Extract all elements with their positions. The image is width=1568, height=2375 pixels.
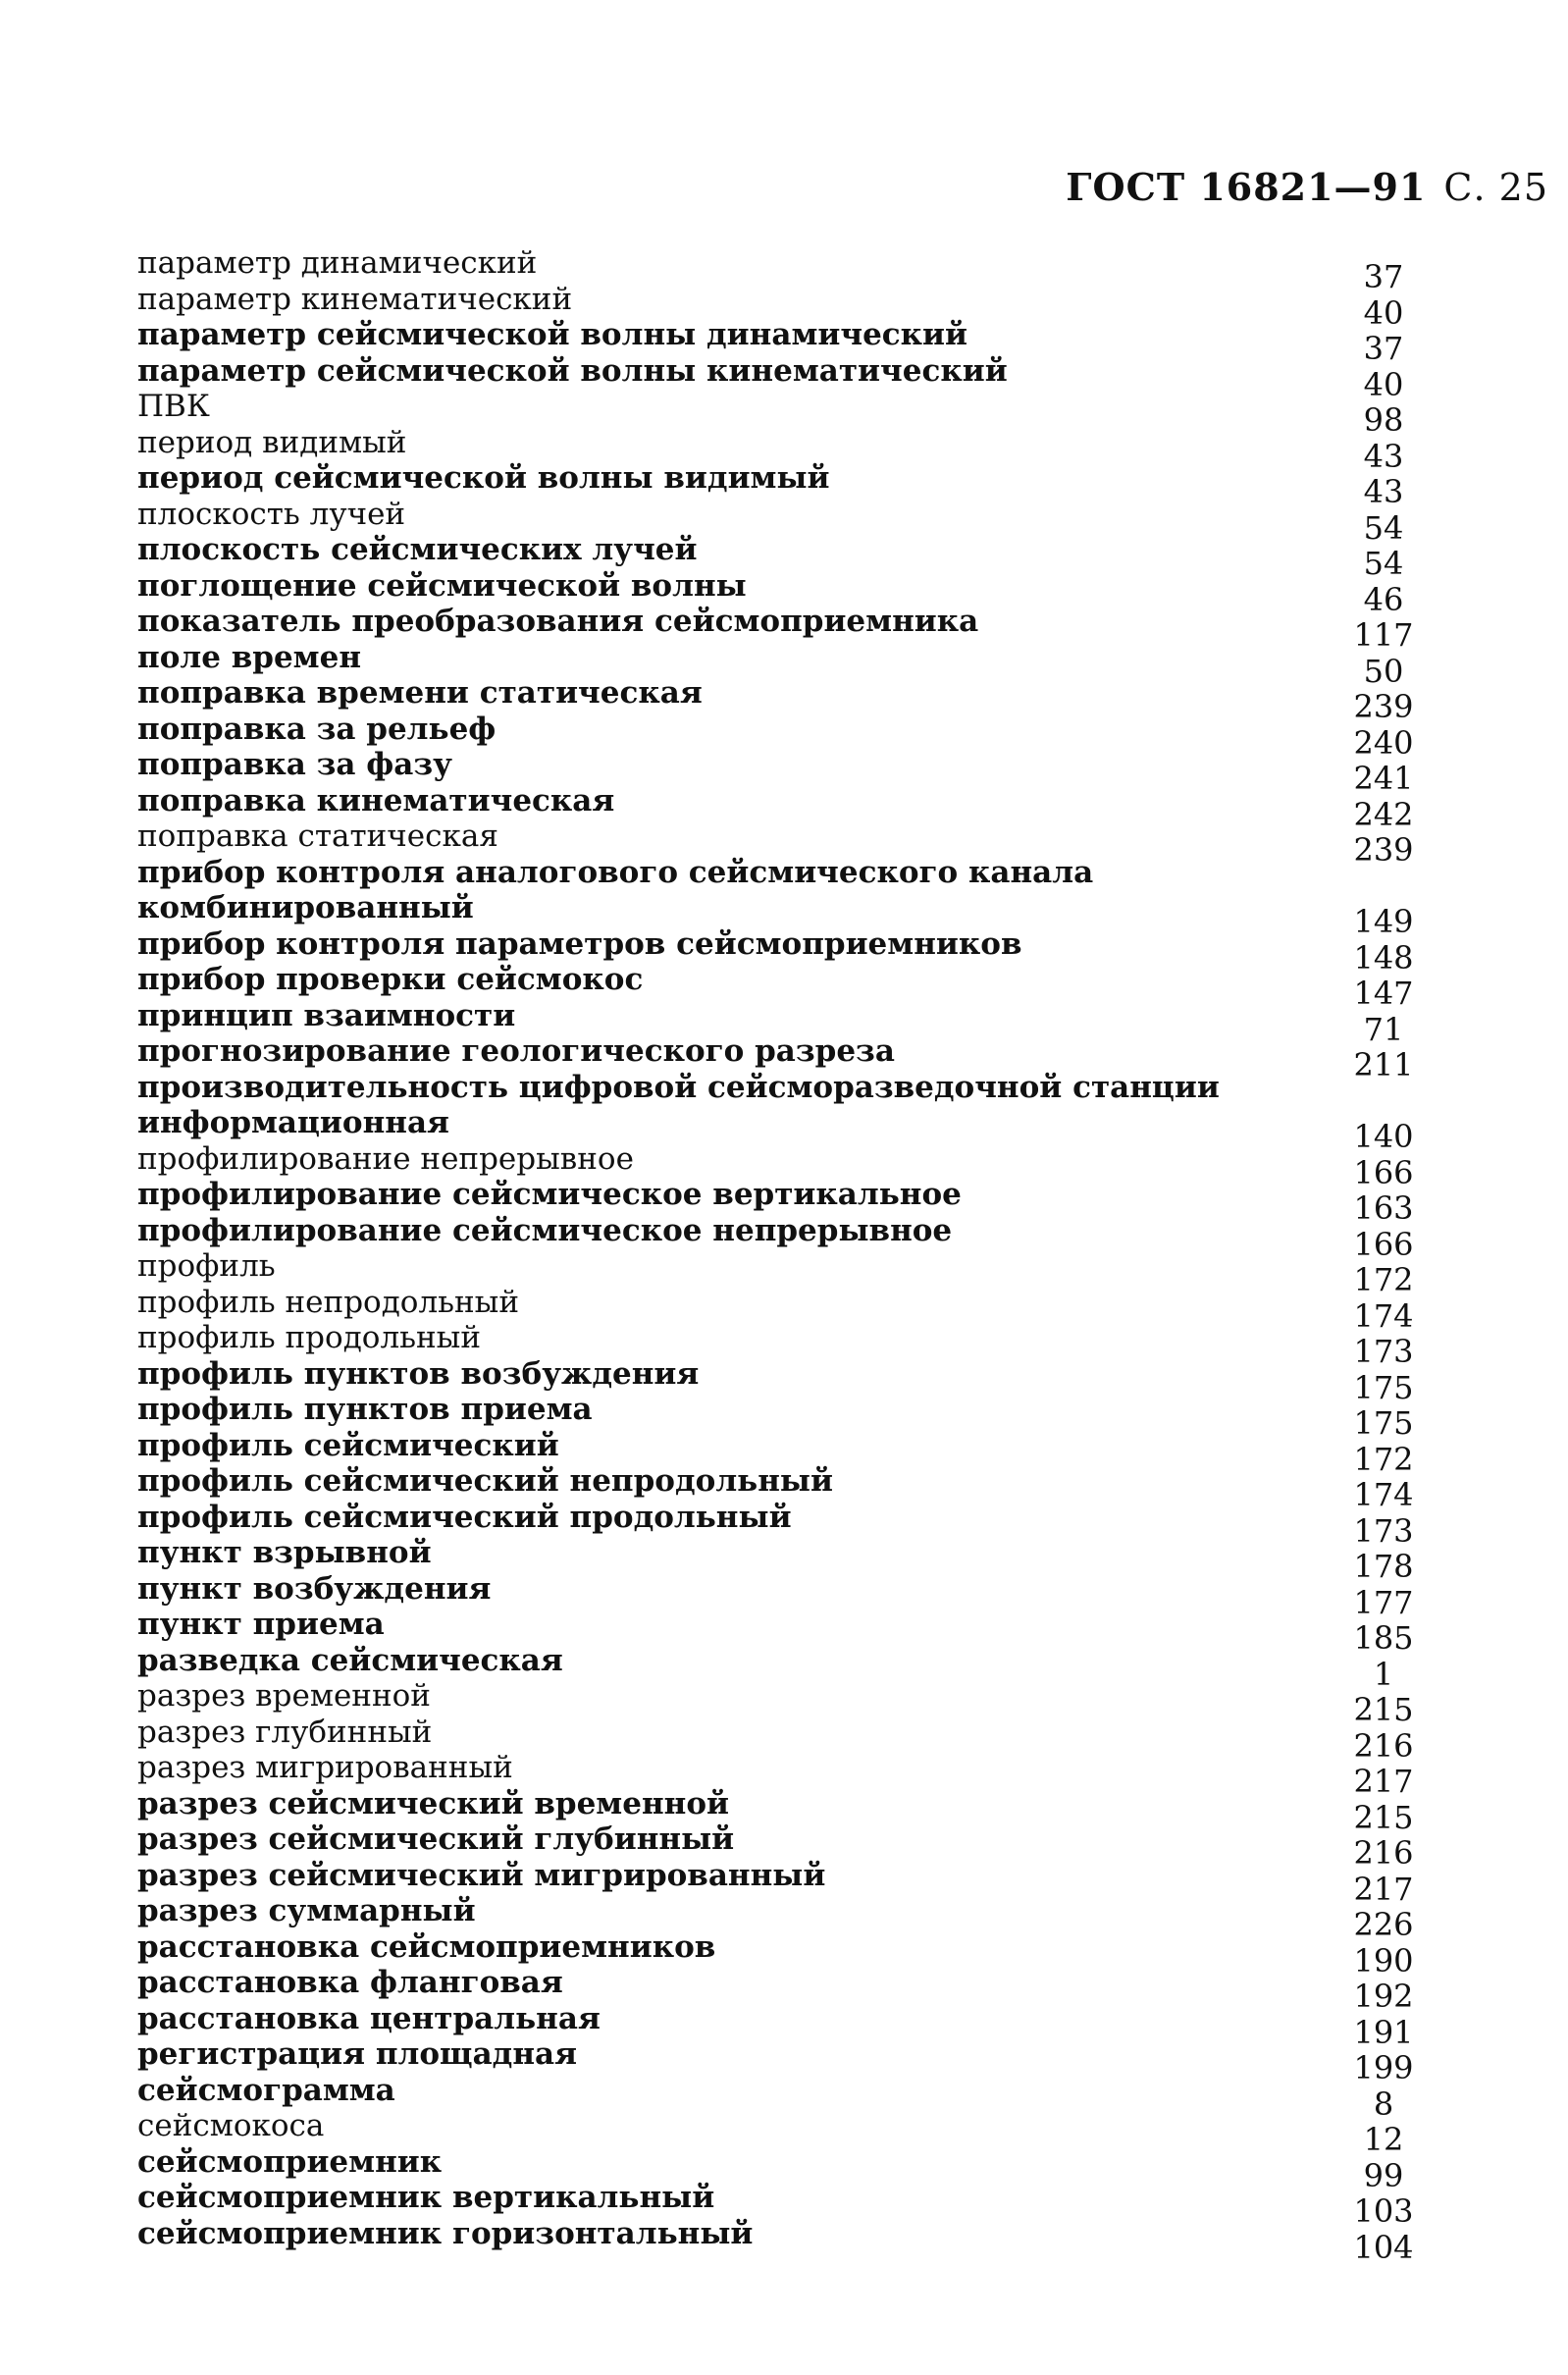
index-term: принцип взаимности	[137, 997, 516, 1033]
index-entry	[0, 2215, 1568, 2266]
index-entry	[0, 1928, 1568, 1979]
index-term: разрез сейсмический глубинный	[137, 1821, 735, 1857]
index-entry	[0, 711, 1568, 762]
index-page-ref: 215	[1353, 1798, 1414, 1836]
index-page-ref: 172	[1353, 1440, 1414, 1478]
index-page-ref: 173	[1353, 1511, 1414, 1550]
index-page-ref: 163	[1353, 1189, 1414, 1227]
index-page-ref: 174	[1353, 1476, 1414, 1513]
index-entry	[0, 962, 1568, 1012]
index-page-ref: 40	[1363, 293, 1404, 332]
index-page-ref: 177	[1353, 1583, 1414, 1621]
index-term: параметр динамический	[137, 245, 538, 281]
index-entry	[0, 1570, 1568, 1621]
index-page-ref: 215	[1353, 1691, 1414, 1728]
index-page-ref: 117	[1353, 616, 1414, 654]
index-entry	[0, 1499, 1568, 1550]
page-number: С. 25	[1443, 166, 1548, 209]
index-term: расстановка фланговая	[137, 1965, 563, 2000]
term-index	[0, 245, 1568, 2266]
index-page-ref: 175	[1353, 1404, 1414, 1442]
index-page-ref: 217	[1353, 1870, 1414, 1908]
index-entry	[0, 818, 1568, 869]
index-page-ref: 173	[1353, 1333, 1414, 1370]
index-page-ref: 54	[1363, 508, 1404, 547]
index-term: профилирование непрерывное	[137, 1140, 634, 1177]
index-page-ref: 43	[1363, 473, 1404, 510]
index-page-ref: 54	[1363, 545, 1404, 582]
index-page-ref: 43	[1363, 437, 1404, 475]
index-entry	[0, 2143, 1568, 2194]
index-term: профиль пунктов приема	[137, 1392, 593, 1427]
index-entry	[0, 1427, 1568, 1478]
index-entry	[0, 1284, 1568, 1335]
index-entry	[0, 2108, 1568, 2158]
index-page-ref: 140	[1353, 1117, 1414, 1155]
index-page-ref: 217	[1353, 1763, 1414, 1800]
index-term: показатель преобразования сейсмоприемника	[137, 604, 979, 639]
index-entry	[0, 2072, 1568, 2123]
index-term: сейсмоприемник вертикальный	[137, 2180, 715, 2215]
index-page-ref: 103	[1353, 2192, 1414, 2230]
index-term: прибор проверки сейсмокос	[137, 962, 644, 997]
index-entry	[0, 317, 1568, 367]
index-term: период сейсмической волны видимый	[137, 460, 830, 496]
index-term: прогнозирование геологического разреза	[137, 1033, 895, 1069]
index-page-ref: 211	[1353, 1046, 1414, 1083]
index-page-ref: 174	[1353, 1296, 1414, 1335]
index-page-ref: 190	[1353, 1941, 1414, 1979]
index-entry	[0, 1821, 1568, 1872]
index-page-ref: 175	[1353, 1368, 1414, 1406]
index-term: разрез временной	[137, 1678, 431, 1714]
index-entry	[0, 1607, 1568, 1657]
index-term: разведка сейсмическая	[137, 1642, 563, 1678]
index-entry	[0, 567, 1568, 618]
index-term: профиль	[137, 1248, 276, 1284]
index-page-ref: 185	[1353, 1619, 1414, 1657]
index-page-ref: 216	[1353, 1834, 1414, 1872]
index-term: сейсмограмма	[137, 2072, 395, 2108]
index-page-ref: 240	[1353, 723, 1414, 762]
index-entry	[0, 1463, 1568, 1513]
index-entry	[0, 281, 1568, 332]
index-page-ref: 104	[1353, 2228, 1414, 2266]
index-entry	[0, 1750, 1568, 1800]
index-entry	[0, 1392, 1568, 1442]
index-term: разрез глубинный	[137, 1714, 433, 1750]
index-page-ref: 239	[1353, 831, 1414, 869]
index-entry	[0, 496, 1568, 547]
index-page-ref: 37	[1363, 258, 1404, 295]
index-entry	[0, 925, 1568, 976]
index-term: сейсмокоса	[137, 2108, 325, 2143]
index-page-ref: 216	[1353, 1726, 1414, 1765]
index-term: период видимый	[137, 424, 407, 460]
index-term: поправка времени статическая	[137, 675, 703, 711]
index-term: разрез сейсмический мигрированный	[137, 1857, 826, 1893]
index-entry	[0, 675, 1568, 725]
index-entry	[0, 1785, 1568, 1836]
index-entry	[0, 352, 1568, 403]
index-page-ref: 178	[1353, 1548, 1414, 1585]
index-entry	[0, 1320, 1568, 1370]
index-page-ref: 37	[1363, 330, 1404, 367]
index-term: пункт приема	[137, 1607, 385, 1642]
index-entry	[0, 245, 1568, 295]
index-page-ref: 166	[1353, 1153, 1414, 1191]
index-entry	[0, 2036, 1568, 2086]
index-entry	[0, 1177, 1568, 1227]
index-page-ref: 71	[1363, 1010, 1404, 1048]
index-term: параметр кинематический	[137, 281, 573, 317]
index-term: профиль продольный	[137, 1320, 482, 1355]
index-entry	[0, 460, 1568, 510]
index-entry	[0, 782, 1568, 833]
index-term: профиль сейсмический продольный	[137, 1499, 792, 1535]
page-header	[1066, 165, 1548, 209]
index-term: плоскость лучей	[137, 496, 406, 532]
index-entry	[0, 1355, 1568, 1406]
index-term: поле времен	[137, 639, 362, 675]
index-page-ref: 12	[1363, 2121, 1404, 2158]
index-page-ref: 50	[1363, 652, 1404, 690]
index-term: ПВК	[137, 389, 210, 424]
index-term: плоскость сейсмических лучей	[137, 532, 698, 567]
index-page-ref: 241	[1353, 760, 1414, 797]
index-term: профиль непродольный	[137, 1284, 520, 1320]
index-term: профиль сейсмический непродольный	[137, 1463, 833, 1499]
index-entry	[0, 1212, 1568, 1263]
index-page-ref: 98	[1363, 401, 1404, 439]
index-page-ref: 147	[1353, 975, 1414, 1012]
index-page-ref: 242	[1353, 795, 1414, 833]
index-page-ref: 46	[1363, 580, 1404, 618]
index-page-ref: 40	[1363, 365, 1404, 403]
index-entry	[0, 639, 1568, 690]
index-term: разрез сейсмический временной	[137, 1785, 730, 1821]
index-entry	[0, 747, 1568, 797]
index-entry	[0, 854, 1568, 940]
index-entry	[0, 1069, 1568, 1155]
index-term: профиль пунктов возбуждения	[137, 1355, 700, 1392]
index-term: пункт взрывной	[137, 1535, 432, 1570]
index-page-ref: 191	[1353, 2013, 1414, 2051]
index-term: поправка за рельеф	[137, 711, 497, 747]
index-page-ref: 148	[1353, 938, 1414, 976]
index-page-ref: 149	[1353, 902, 1414, 940]
index-entry	[0, 424, 1568, 475]
index-entry	[0, 1857, 1568, 1908]
index-entry	[0, 1893, 1568, 1943]
index-entry	[0, 1965, 1568, 2015]
index-page-ref: 226	[1353, 1906, 1414, 1943]
index-term: поправка за фазу	[137, 747, 452, 782]
index-entry	[0, 2180, 1568, 2230]
index-entry	[0, 997, 1568, 1048]
index-term: прибор контроля аналогового сейсмического канала комбинированный	[137, 854, 1094, 925]
index-entry	[0, 1140, 1568, 1191]
index-term: поглощение сейсмической волны	[137, 567, 747, 604]
standard-number: ГОСТ 16821—91	[1066, 165, 1427, 209]
index-entry	[0, 532, 1568, 582]
index-entry	[0, 1642, 1568, 1693]
index-term: поправка кинематическая	[137, 782, 615, 818]
index-term: профилирование сейсмическое вертикальное	[137, 1177, 962, 1212]
index-term: сейсмоприемник горизонтальный	[137, 2215, 754, 2251]
index-term: поправка статическая	[137, 818, 498, 854]
index-page-ref: 1	[1373, 1655, 1394, 1693]
index-term: разрез суммарный	[137, 1893, 476, 1928]
index-page-ref: 192	[1353, 1978, 1414, 2015]
index-entry	[0, 389, 1568, 439]
index-entry	[0, 604, 1568, 654]
index-term: расстановка центральная	[137, 2000, 601, 2036]
index-page-ref: 166	[1353, 1225, 1414, 1263]
index-term: профилирование сейсмическое непрерывное	[137, 1212, 953, 1248]
index-page-ref: 199	[1353, 2049, 1414, 2086]
index-entry	[0, 1033, 1568, 1083]
index-page-ref: 172	[1353, 1261, 1414, 1298]
index-entry	[0, 1714, 1568, 1765]
index-term: расстановка сейсмоприемников	[137, 1928, 716, 1965]
index-entry	[0, 1678, 1568, 1728]
index-entry	[0, 1248, 1568, 1298]
index-term: производительность цифровой сейсморазведочной станции информационная	[137, 1069, 1220, 1140]
index-entry	[0, 1535, 1568, 1585]
index-page-ref: 8	[1373, 2085, 1394, 2123]
index-term: разрез мигрированный	[137, 1750, 513, 1785]
index-term: прибор контроля параметров сейсмоприемников	[137, 925, 1022, 962]
index-term: параметр сейсмической волны динамический	[137, 317, 968, 352]
index-term: сейсмоприемник	[137, 2143, 443, 2180]
index-page-ref: 239	[1353, 688, 1414, 725]
index-term: пункт возбуждения	[137, 1570, 492, 1607]
index-term: профиль сейсмический	[137, 1427, 559, 1463]
index-entry	[0, 2000, 1568, 2051]
index-term: параметр сейсмической волны кинематический	[137, 352, 1008, 389]
index-term: регистрация площадная	[137, 2036, 578, 2072]
index-page-ref: 99	[1363, 2156, 1404, 2194]
